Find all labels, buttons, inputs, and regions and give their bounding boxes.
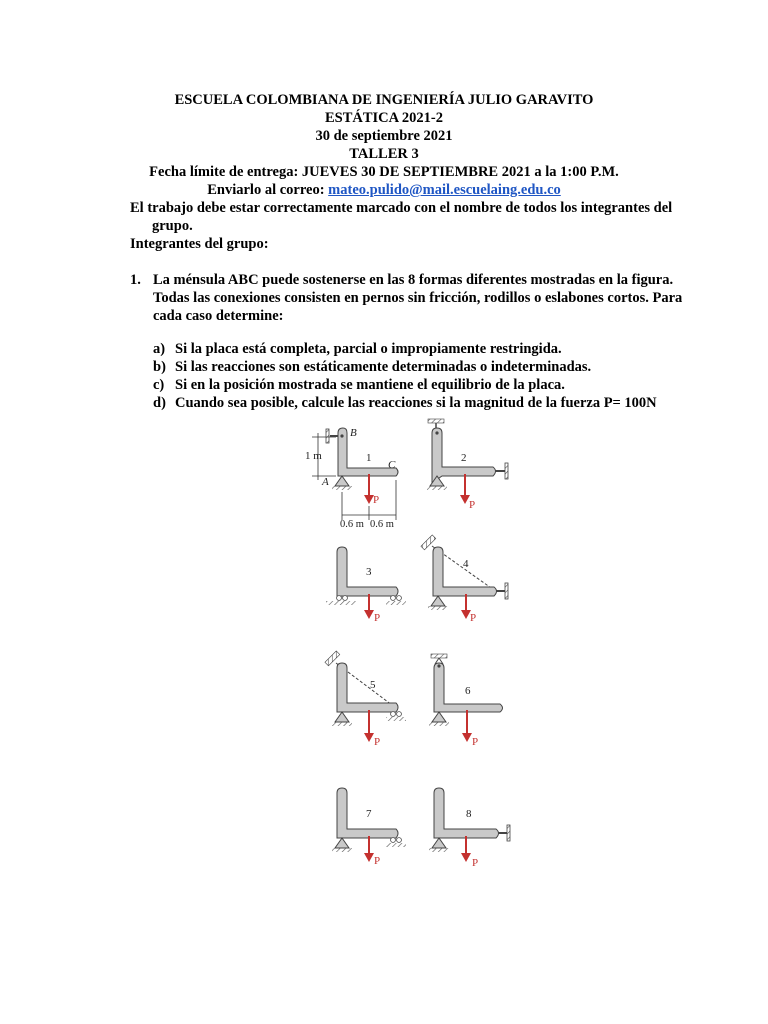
case-4-label: 4 (463, 558, 469, 570)
members-label: Integrantes del grupo: (130, 236, 269, 252)
point-a-label: A (322, 476, 329, 488)
course-name: ESTÁTICA 2021-2 (324, 110, 444, 126)
workshop-title: TALLER 3 (349, 146, 419, 162)
case-7 (332, 788, 406, 867)
case-7-label: 7 (366, 808, 372, 820)
case-8 (429, 788, 510, 869)
case-2-label: 2 (461, 452, 467, 464)
item-c-letter: c) (153, 377, 165, 393)
case-5 (325, 651, 406, 748)
case-5-label: 5 (370, 679, 376, 691)
item-d-text: Cuando sea posible, calcule las reacciones si la magnitud de la fuerza P= 100N (175, 395, 657, 411)
load-label: P (469, 499, 476, 511)
school-name: ESCUELA COLOMBIANA DE INGENIERÍA JULIO GARAVITO (174, 92, 594, 108)
point-b-label: B (350, 427, 357, 439)
load-label: P (472, 857, 479, 869)
item-b-text: Si las reacciones son estáticamente determinadas o indeterminadas. (175, 359, 592, 375)
item-c-text: Si en la posición mostrada se mantiene el equilibrio de la placa. (175, 377, 565, 393)
deadline: Fecha límite de entrega: JUEVES 30 DE SEPTIEMBRE 2021 a la 1:00 P.M. (149, 164, 619, 180)
dim-height-label: 1 m (305, 450, 322, 462)
item-d-letter: d) (153, 395, 166, 411)
item-a-text: Si la placa está completa, parcial o impropiamente restringida. (175, 341, 562, 357)
load-label: P (472, 736, 479, 748)
point-c-label: C (388, 459, 396, 471)
case-3-label: 3 (366, 566, 372, 578)
load-label: P (470, 612, 477, 624)
dim-left-label: 0.6 m (340, 519, 364, 530)
case-3 (326, 547, 406, 624)
load-label: P (374, 736, 381, 748)
case-1-label: 1 (366, 452, 372, 464)
case-2 (427, 419, 508, 511)
instructions-line-2: grupo. (152, 218, 193, 234)
instructions-line-1: El trabajo debe estar correctamente marcado con el nombre de todos los integrantes del (130, 200, 673, 216)
load-label: P (374, 612, 381, 624)
problem-number: 1. (130, 272, 141, 288)
problem-line-1: La ménsula ABC puede sostenerse en las 8 formas diferentes mostradas en la figura. (153, 272, 674, 288)
email-link[interactable]: mateo.pulido@mail.escuelaing.edu.co (328, 182, 561, 198)
dim-right-label: 0.6 m (370, 519, 394, 530)
problem-line-3: cada caso determine: (153, 308, 284, 324)
case-6-label: 6 (465, 685, 471, 697)
case-8-label: 8 (466, 808, 472, 820)
case-6 (429, 654, 503, 748)
case-4 (421, 535, 508, 624)
document-date: 30 de septiembre 2021 (315, 128, 453, 144)
case-1 (305, 427, 398, 530)
item-a-letter: a) (153, 341, 166, 357)
problem-line-2: Todas las conexiones consisten en pernos sin fricción, rodillos o eslabones cortos. Para (153, 290, 683, 306)
load-label: P (374, 855, 381, 867)
load-label: P (373, 494, 380, 506)
send-label: Enviarlo al correo: (207, 182, 329, 198)
item-b-letter: b) (153, 359, 166, 375)
